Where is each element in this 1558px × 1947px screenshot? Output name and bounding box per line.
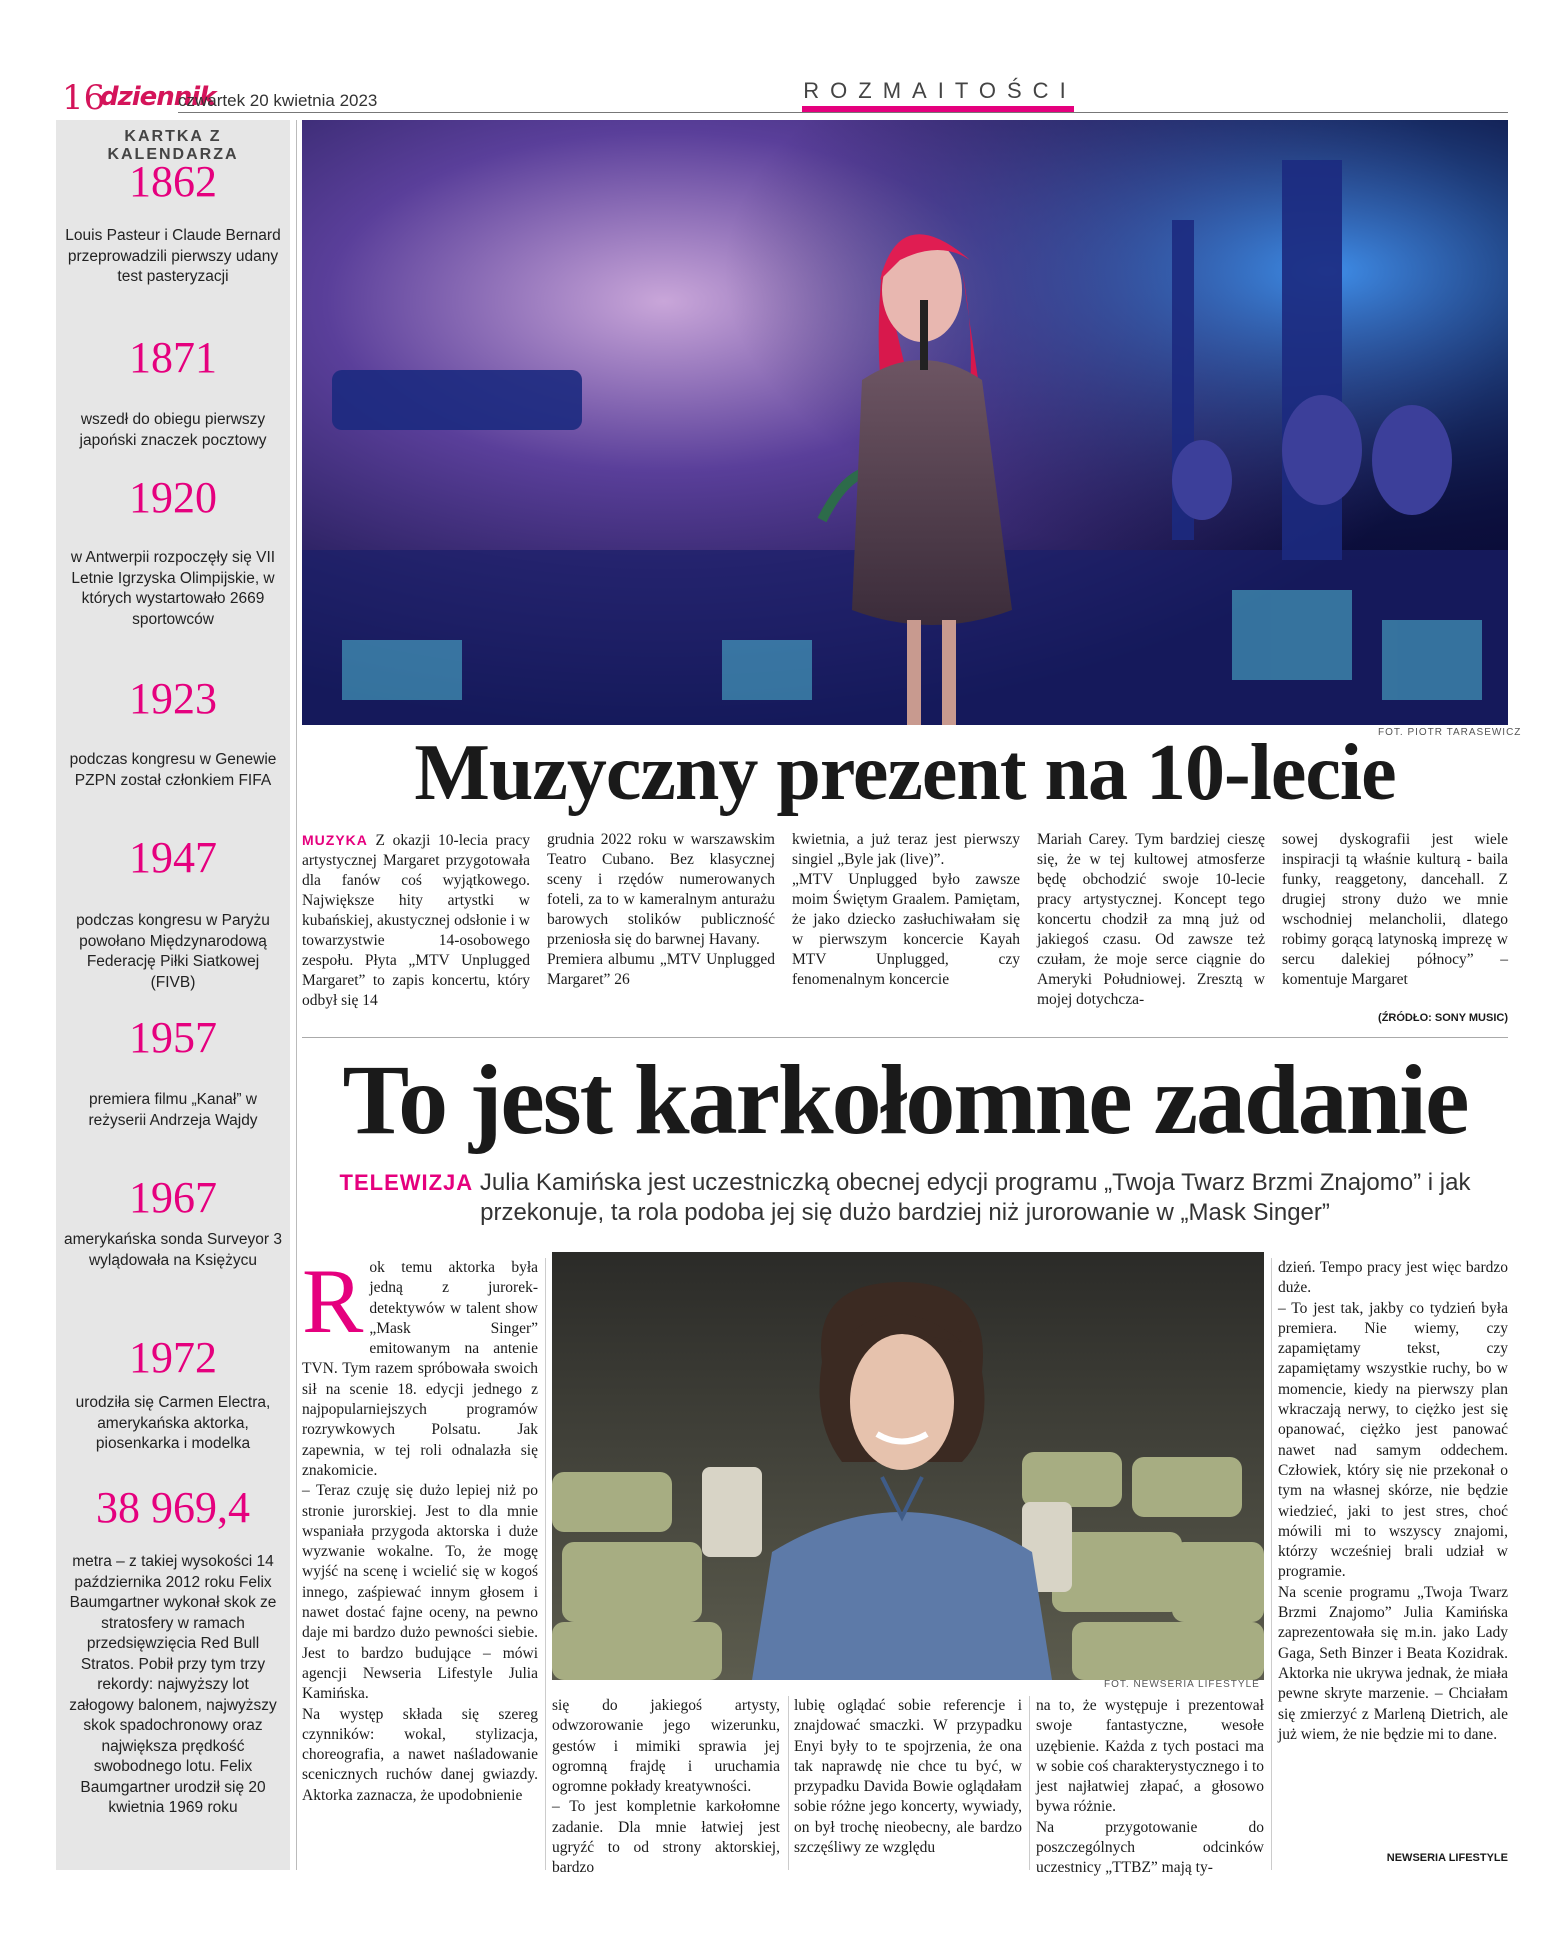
column-rule [1271, 1258, 1272, 1870]
article-lead [302, 1168, 1508, 1228]
column-rule [1029, 1696, 1030, 1870]
calendar-year: 1923 [129, 674, 217, 723]
article-text: ok temu aktorka była jedną z jurorek-detektywów w talent show „Mask Singer” emitowanym na antenie TVN. Tym razem spróbowała swoich sił na scenie 18. edycji jednego z najpopularniejszych programów rozrywkowych Polsatu. Jak zapewnia, w tej roli odnalazła się znakomicie. – Teraz czuję się dużo lepiej niż po stronie jurorskiej. Jest to dla mnie wspaniała przygoda aktorska i duże wyzwanie wokalne. To, że mogę wyjść na scenę i wcielić się w kogoś innego, zaśpiewać innym głosem i nawet dostać fajne oceny, na pewno daje mi bardzo dużo pewności siebie. Jest to bardzo budujące – mówi agencji Newseria Lifestyle Julia Kamińska. Na występ składa się szereg czynników: wokal, stylizacja, choreografia, a nawet naśladowanie scenicznych ruchów danej gwiazdy. Aktorka zaznacza, że upodobnienie [302, 1259, 538, 1804]
calendar-year: 1967 [129, 1173, 217, 1222]
article-column: sowej dyskografii jest wiele inspiracji tą właśnie kulturą - baila funky, reaggetony, dancehall. Z drugiej strony dużo we mnie wschodniej melancholii, dlatego robimy gorącą latynoską imprezę w sercu dalekiej północy” – komentuje Margaret [1282, 831, 1508, 988]
calendar-text: amerykańska sonda Surveyor 3 wylądowała na Księżycu [64, 1231, 282, 1269]
issue-date: czwartek 20 kwietnia 2023 [178, 91, 378, 110]
photo-credit: FOT. NEWSERIA LIFESTYLE [1104, 1679, 1260, 1690]
calendar-year: 1972 [129, 1333, 217, 1382]
calendar-title: KARTKA Z KALENDARZA [107, 128, 239, 163]
article-headline: Muzyczny prezent na 10-lecie [414, 729, 1396, 817]
article-text: Z okazji 10-lecia pracy artystycznej Margaret przygotowała dla fanów coś wyjątkowego. Największe hity artystki w kubańskiej, akustycznej odsłonie i w towarzystwie 14-osobowego zespołu. Płyta „MTV Unplugged Margaret” to zapis koncertu, który odbył się 14 [302, 832, 530, 1009]
article-column [302, 830, 530, 1011]
calendar-text: urodziła się Carmen Electra, amerykańska aktorka, piosenkarka i modelka [75, 1394, 271, 1452]
drop-cap: R [302, 1250, 364, 1352]
cinema-illustration [552, 1252, 1264, 1680]
calendar-text: Louis Pasteur i Claude Bernard przeprowadzili pierwszy udany test pasteryzacji [65, 227, 281, 285]
calendar-year: 1957 [129, 1013, 217, 1062]
calendar-text: podczas kongresu w Paryżu powołano Międzynarodową Federację Piłki Siatkowej (FIVB) [76, 912, 270, 991]
page-number: 16 [62, 78, 106, 118]
article-column: kwietnia, a już teraz jest pierwszy singiel „Byle jak (live)”. „MTV Unplugged było zawsze moim Świętym Graalem. Pamiętam, że jako dziecko zasłuchiwałam się w pierwszym koncercie Kayah MTV Unplugged, czy fenomenalnym koncercie [792, 831, 1020, 988]
article-column: grudnia 2022 roku w warszawskim Teatro Cubano. Bez klasycznej sceny i rzędów numerowanych foteli, za to w kameralnym anturażu barowych stolików publiczność przeniosła się do barwnej Havany. Premiera albumu „MTV Unplugged Margaret” 26 [547, 831, 775, 988]
article-kicker: MUZYKA [302, 832, 368, 848]
column-rule [788, 1696, 789, 1870]
calendar-year: 1947 [129, 833, 217, 882]
calendar-text: premiera filmu „Kanał” w reżyserii Andrzeja Wajdy [88, 1091, 258, 1129]
article-column: na to, że występuje i prezentował swoje fantastyczne, wesołe uzębienie. Każda z tych postaci ma w sobie coś charakterystycznego i to jest najłatwiej złapać, a głosowo bywa różnie. Na przygotowanie do poszczególnych odcinków uczestnicy „TTBZ” mają ty- [1036, 1697, 1264, 1877]
article-body [302, 830, 1508, 1030]
article-column: Mariah Carey. Tym bardziej cieszę się, że w tej kultowej atmosferze będę obchodzić swoje 10-lecie pracy artystycznej. Koncept tego koncertu chodził za mną już od jakiegoś czasu. Od zawsze też czułam, że moje serce ciągnie do Ameryki Południowej. Zresztą w mojej dotychcza- [1037, 831, 1265, 1008]
calendar-sidebar [56, 120, 290, 1870]
article-column: się do jakiegoś artysty, odwzorowanie jego wizerunku, gestów i mimiki sprawia jej ogromną frajdę i uruchamia ogromne pokłady kreatywności. – To jest kompletnie karkołomne zadanie. Dla mnie łatwiej jest ugryźć to od strony aktorskiej, bardzo [552, 1697, 780, 1877]
column-rule [545, 1258, 546, 1870]
calendar-text: w Antwerpii rozpoczęły się VII Letnie Igrzyska Olimpijskie, w których wystartowało 2669 sportowców [70, 549, 276, 628]
concert-photo [302, 120, 1508, 725]
article-source: (ŹRÓDŁO: SONY MUSIC) [1378, 1012, 1508, 1024]
calendar-year: 1871 [129, 333, 217, 382]
header-rule [178, 112, 1508, 113]
section-accent-bar [802, 106, 1074, 112]
photo-credit: FOT. PIOTR TARASEWICZ [1378, 727, 1522, 738]
actress-photo [552, 1252, 1264, 1680]
article-signature: NEWSERIA LIFESTYLE [1386, 1852, 1508, 1864]
lead-text: Julia Kamińska jest uczestniczką obecnej edycji programu „Twoja Twarz Brzmi Znajomo” i jak przekonuje, ta rola podoba jej się dużo bardziej niż jurorowanie w „Mask Singer” [479, 1169, 1471, 1226]
calendar-year: 38 969,4 [96, 1483, 250, 1532]
calendar-year: 1920 [129, 473, 217, 522]
article-divider [302, 1037, 1508, 1038]
calendar-year: 1862 [129, 157, 217, 206]
section-title: ROZMAITOŚCI [803, 78, 1077, 103]
column-divider [296, 120, 297, 1870]
calendar-text: metra – z takiej wysokości 14 października 2012 roku Felix Baumgartner wykonał skok ze stratosfery w ramach przedsięwzięcia Red Bull Stratos. Pobił przy tym trzy rekordy: najwyższy lot załogowy balonem, najwyższy skok spadochronowy oraz największa prędkość swobodnego lotu. Felix Baumgartner urodził się 20 kwietnia 1969 roku [69, 1553, 277, 1816]
article-kicker: TELEWIZJA [339, 1170, 474, 1195]
article-headline: To jest karkołomne zadanie [342, 1044, 1468, 1155]
article-column: lubię oglądać sobie referencje i znajdować smaczki. W przypadku Enyi były to te spojrzenia, że ona tak naprawdę nie chce tu być, w przypadku Davida Bowie oglądałam sobie różne jego koncerty, wywiady, on był trochę nieobecny, ale bardzo szczęśliwy ze względu [794, 1697, 1022, 1857]
article-column: dzień. Tempo pracy jest więc bardzo duże. – To jest tak, jakby co tydzień była premiera. Nie wiemy, czy zapamiętamy tekst, czy zapamiętamy wszystkie ruchy, bo w momencie, kiedy na pierwszy plan wkraczają nerwy, to ciężko jest się opanować, ciężko jest panować nawet nad samym oddechem. Człowiek, który się nie przekonał o tym na własnej skórze, nie będzie wiedzieć, jaki to jest stres, choć mówili mi to wszyscy znajomi, którzy wcześniej brali udział w programie. Na scenie programu „Twoja Twarz Brzmi Znajomo” Julia Kamińska zaprezentowała się m.in. jako Lady Gaga, Seth Binzer i Beata Kozidrak. Aktorka nie ukrywa jednak, że miała pewne skryte marzenie. – Chciałam się zmierzyć z Marleną Dietrich, ale już wiem, że nie będzie mi to dane. [1278, 1259, 1508, 1743]
calendar-text: podczas kongresu w Genewie PZPN został członkiem FIFA [69, 751, 277, 789]
calendar-text: wszedł do obiegu pierwszy japoński znaczek pocztowy [79, 411, 267, 449]
article-column [302, 1250, 538, 1870]
newspaper-logo: dziennik [100, 82, 216, 112]
concert-illustration [302, 120, 1508, 725]
